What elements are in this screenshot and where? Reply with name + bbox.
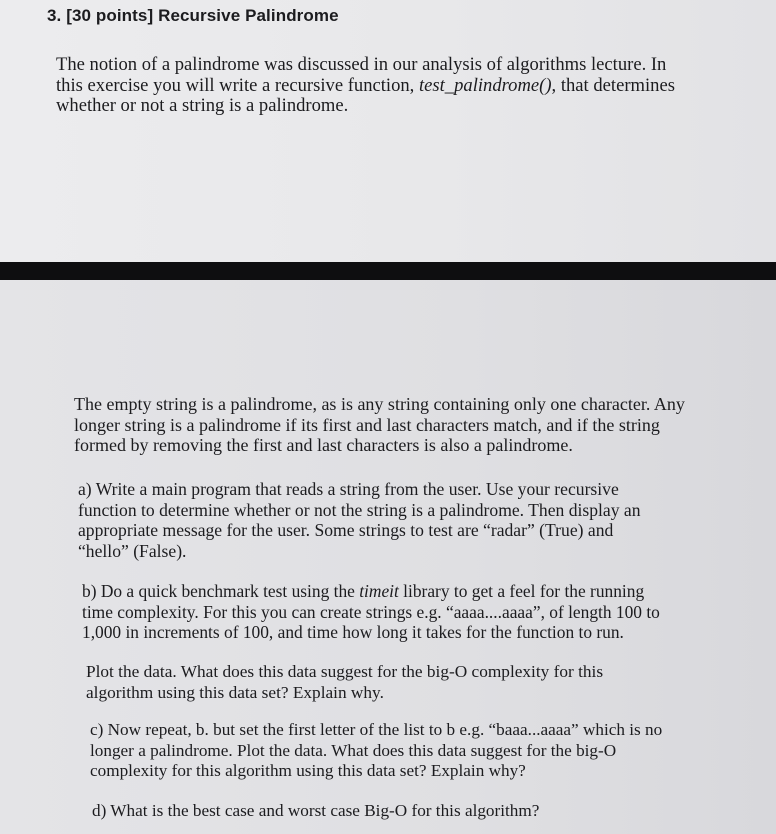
part-c-line-1: c) Now repeat, b. but set the first letter of the list to b e.g. “baaa...aaaa” which is no	[90, 720, 663, 739]
part-a-line-1: a) Write a main program that reads a string from the user. Use your recursive	[78, 479, 619, 499]
part-a-line-4: “hello” (False).	[78, 540, 187, 561]
part-a-line-3: appropriate message for the user. Some strings to test are “radar” (True) and	[78, 520, 614, 540]
intro-line-2	[56, 76, 756, 97]
empty-string-definition	[74, 394, 754, 456]
intro-line-3: whether or not a string is a palindrome.	[56, 95, 349, 116]
intro-line-2-post: , that determines	[551, 74, 675, 96]
part-b-line-1-pre: b) Do a quick benchmark test using the	[82, 581, 360, 601]
part-b-line-2: time complexity. For this you can create strings e.g. “aaaa....aaaa”, of length 100 to	[82, 601, 660, 622]
part-d-paragraph	[92, 801, 732, 822]
top-page-section	[0, 0, 776, 262]
timeit-library-name: timeit	[359, 581, 399, 601]
part-c-line-3: complexity for this algorithm using this data set? Explain why?	[90, 761, 526, 780]
plot-b-line-1: Plot the data. What does this data suggest for the big-O complexity for this	[86, 662, 604, 681]
part-b-line-3: 1,000 in increments of 100, and time how long it takes for the function to run.	[82, 622, 624, 642]
part-a-line-2: function to determine whether or not the string is a palindrome. Then display an	[78, 499, 641, 520]
part-b-line-1-post: library to get a feel for the running	[398, 581, 645, 601]
function-name: test_palindrome()	[418, 74, 552, 96]
plot-b-line-2: algorithm using this data set? Explain why.	[86, 682, 384, 702]
definition-line-2: longer string is a palindrome if its first and last characters match, and if the string	[74, 414, 660, 435]
intro-line-2-pre: this exercise you will write a recursive function,	[56, 74, 419, 96]
part-c-paragraph	[90, 720, 730, 782]
black-divider-band	[0, 262, 776, 280]
definition-line-3: formed by removing the first and last characters is also a palindrome.	[74, 435, 573, 455]
part-b-line-1	[82, 581, 732, 602]
plot-b-paragraph	[86, 662, 736, 703]
part-b-paragraph	[82, 581, 732, 643]
part-d-line-1: d) What is the best case and worst case Big-O for this algorithm?	[92, 801, 540, 820]
part-c-line-2: longer a palindrome. Plot the data. What does this data suggest for the big-O	[90, 740, 617, 760]
problem-heading: 3. [30 points] Recursive Palindrome	[47, 6, 339, 25]
definition-line-1: The empty string is a palindrome, as is any string containing only one character. Any	[74, 394, 685, 414]
part-a-paragraph	[78, 479, 738, 561]
intro-paragraph	[56, 55, 756, 117]
intro-line-1: The notion of a palindrome was discussed in our analysis of algorithms lecture. In	[56, 54, 667, 75]
